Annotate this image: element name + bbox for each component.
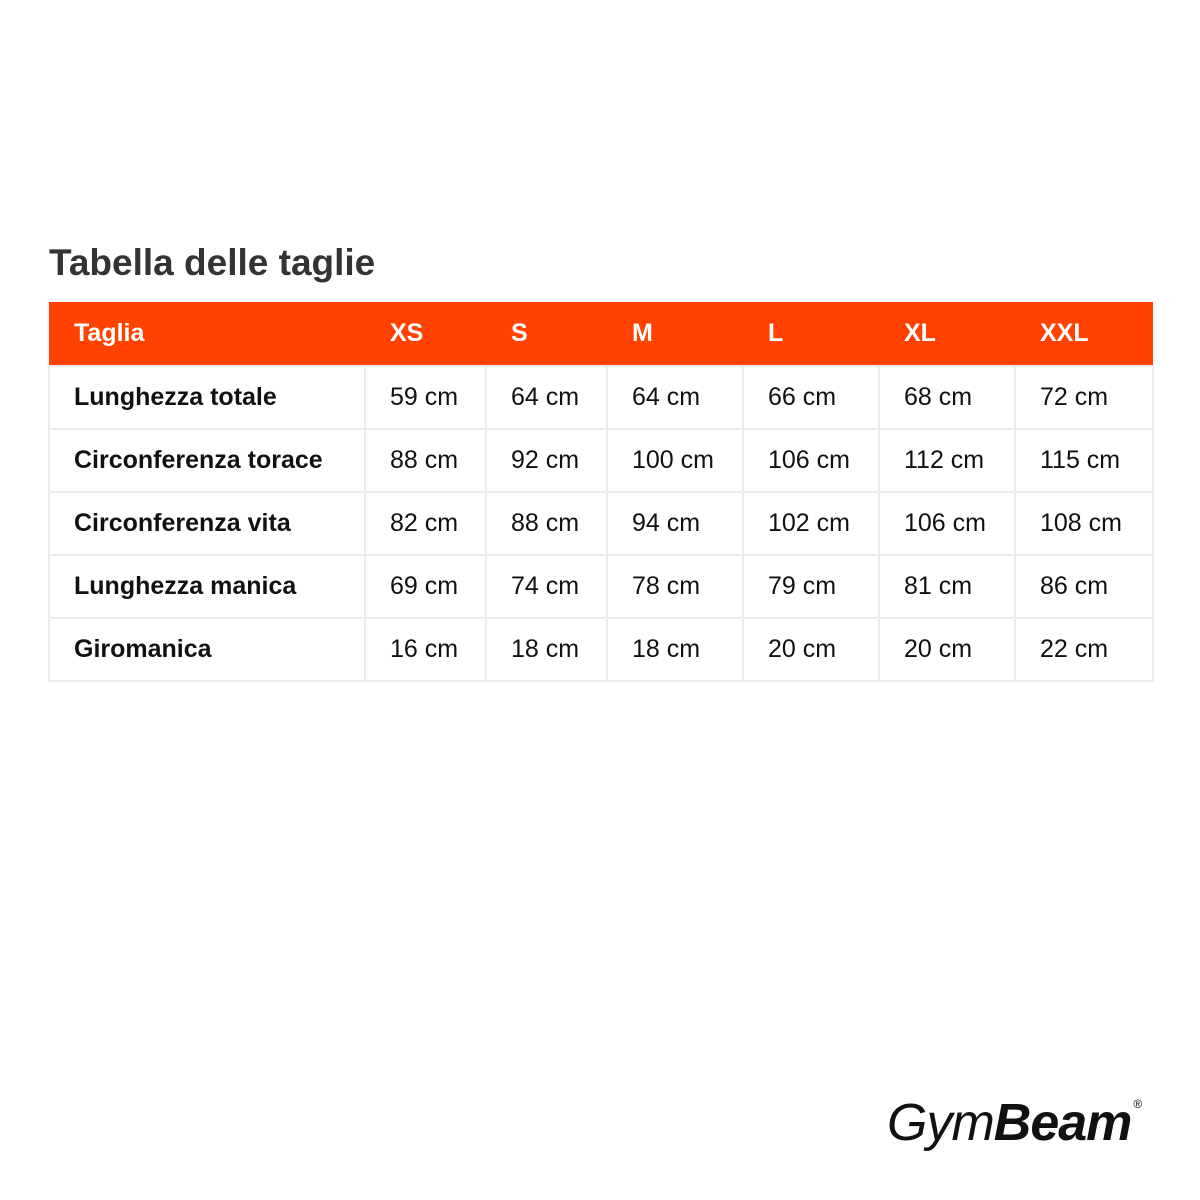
table-cell: 82 cm <box>365 492 486 555</box>
table-cell: 64 cm <box>486 366 607 429</box>
table-cell: 69 cm <box>365 555 486 618</box>
table-cell: 94 cm <box>607 492 743 555</box>
table-cell: 66 cm <box>743 366 879 429</box>
row-label: Lunghezza totale <box>49 366 365 429</box>
table-cell: 16 cm <box>365 618 486 681</box>
table-cell: 88 cm <box>486 492 607 555</box>
table-cell: 64 cm <box>607 366 743 429</box>
table-cell: 102 cm <box>743 492 879 555</box>
row-label: Lunghezza manica <box>49 555 365 618</box>
table-cell: 81 cm <box>879 555 1015 618</box>
header-cell-xs: XS <box>390 319 424 347</box>
header-cell-xxl: XXL <box>1040 319 1089 347</box>
header-cell-xl: XL <box>904 319 936 347</box>
table-cell: 18 cm <box>486 618 607 681</box>
header-cell-m: M <box>632 319 653 347</box>
table-row <box>49 492 1153 555</box>
table-cell: 22 cm <box>1015 618 1153 681</box>
table-cell: 72 cm <box>1015 366 1153 429</box>
table-cell: 20 cm <box>879 618 1015 681</box>
table-cell: 79 cm <box>743 555 879 618</box>
size-table <box>48 302 1154 682</box>
table-cell: 92 cm <box>486 429 607 492</box>
row-label: Giromanica <box>49 618 365 681</box>
table-cell: 112 cm <box>879 429 1015 492</box>
table-cell: 59 cm <box>365 366 486 429</box>
table-cell: 18 cm <box>607 618 743 681</box>
table-cell: 20 cm <box>743 618 879 681</box>
table-row <box>49 366 1153 429</box>
table-row <box>49 429 1153 492</box>
logo-text-beam: Beam <box>993 1094 1132 1152</box>
table-row <box>49 618 1153 681</box>
table-cell: 88 cm <box>365 429 486 492</box>
row-label: Circonferenza vita <box>49 492 365 555</box>
table-cell: 68 cm <box>879 366 1015 429</box>
row-label: Circonferenza torace <box>49 429 365 492</box>
table-cell: 100 cm <box>607 429 743 492</box>
table-row <box>49 555 1153 618</box>
table-cell: 106 cm <box>879 492 1015 555</box>
table-cell: 78 cm <box>607 555 743 618</box>
page-title: Tabella delle taglie <box>49 242 376 283</box>
table-cell: 106 cm <box>743 429 879 492</box>
header-cell-s: S <box>511 319 528 347</box>
table-cell: 86 cm <box>1015 555 1153 618</box>
table-cell: 108 cm <box>1015 492 1153 555</box>
header-cell-l: L <box>768 319 784 347</box>
gymbeam-logo <box>887 1092 1142 1154</box>
header-cell-size-label: Taglia <box>74 319 145 347</box>
table-header-row <box>49 302 1153 366</box>
logo-text-gym: Gym <box>887 1094 994 1152</box>
table-cell: 74 cm <box>486 555 607 618</box>
registered-mark: ® <box>1133 1097 1143 1111</box>
table-cell: 115 cm <box>1015 429 1153 492</box>
